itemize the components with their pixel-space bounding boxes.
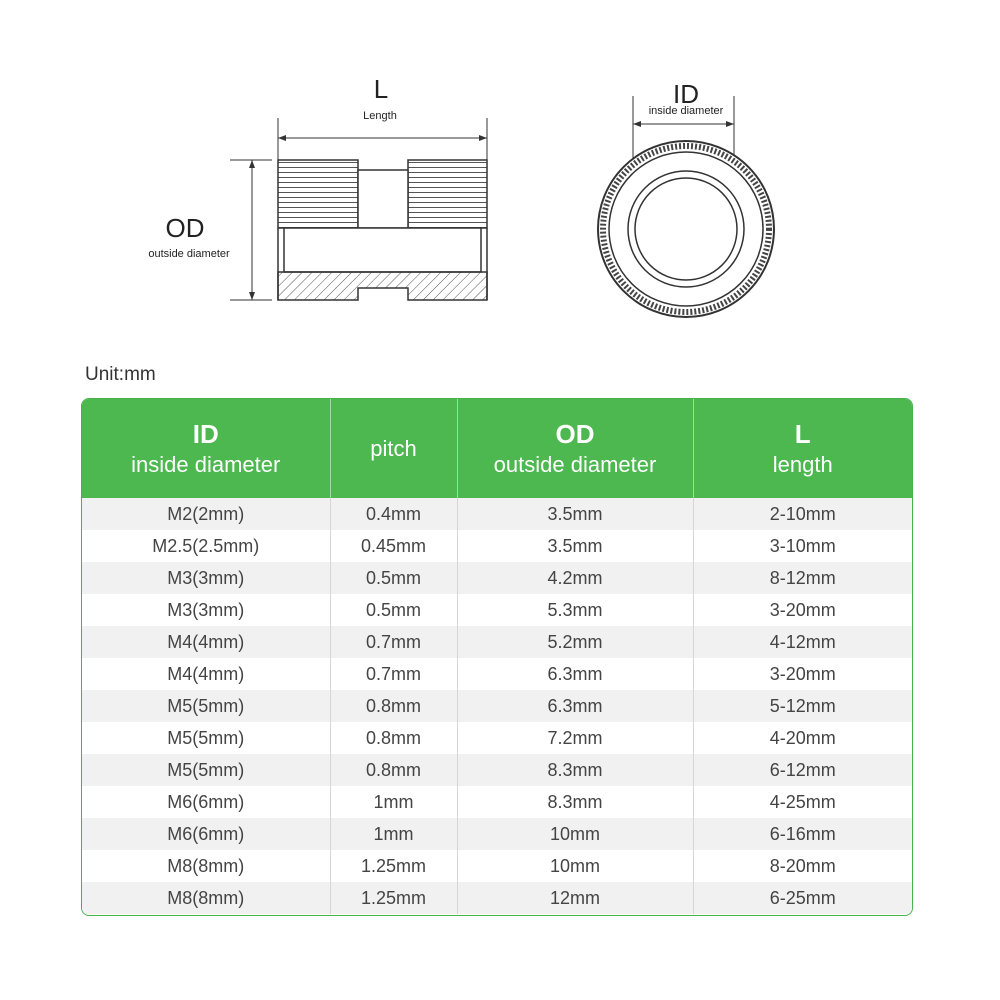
length-label: Length [363, 110, 397, 122]
cell-length: 8-20mm [693, 850, 912, 882]
cell-length: 5-12mm [693, 690, 912, 722]
table-row [82, 818, 912, 850]
cell-pitch: 1.25mm [330, 850, 457, 882]
cell-od: 3.5mm [457, 498, 693, 530]
cell-length: 2-10mm [693, 498, 912, 530]
header-length-symbol: L [794, 418, 811, 449]
cell-od: 5.3mm [457, 594, 693, 626]
header-id [82, 399, 330, 498]
cell-od: 5.2mm [457, 626, 693, 658]
insert-diagram [0, 0, 1000, 350]
cell-od: 6.3mm [457, 658, 693, 690]
size-table [81, 398, 913, 916]
threaded-insert-drawing [0, 0, 1000, 350]
header-od-symbol: OD [555, 418, 595, 449]
cell-pitch: 0.8mm [330, 754, 457, 786]
id-symbol: ID [673, 79, 699, 109]
header-length [693, 399, 912, 498]
cell-pitch: 0.45mm [330, 530, 457, 562]
cell-pitch: 1.25mm [330, 882, 457, 914]
cell-id: M3(3mm) [167, 567, 245, 588]
cell-length: 4-12mm [693, 626, 912, 658]
cell-od: 8.3mm [457, 786, 693, 818]
cell-length: 3-20mm [693, 594, 912, 626]
cell-length: 3-10mm [693, 530, 912, 562]
cell-pitch: 1mm [330, 818, 457, 850]
cell-length: 4-25mm [693, 786, 912, 818]
cell-length: 3-20mm [693, 658, 912, 690]
table-row [82, 882, 912, 914]
table-row [82, 786, 912, 818]
table-row [82, 594, 912, 626]
cell-id: M2(2mm) [167, 503, 245, 524]
header-od-label: outside diameter [493, 451, 657, 477]
od-label: outside diameter [148, 248, 230, 260]
cell-od: 7.2mm [457, 722, 693, 754]
cell-length: 8-12mm [693, 562, 912, 594]
cell-pitch: 0.5mm [330, 562, 457, 594]
cell-od: 4.2mm [457, 562, 693, 594]
unit-label: Unit:mm [85, 364, 156, 385]
table-row [82, 722, 912, 754]
cell-length: 6-25mm [693, 882, 912, 914]
cell-id: M5(5mm) [167, 727, 245, 748]
cell-od: 12mm [457, 882, 693, 914]
table-row [82, 850, 912, 882]
table-row [82, 658, 912, 690]
cell-id: M3(3mm) [167, 599, 245, 620]
cell-pitch: 0.7mm [330, 626, 457, 658]
cell-od: 10mm [457, 818, 693, 850]
header-id-symbol: ID [192, 418, 219, 449]
header-id-label: inside diameter [131, 451, 281, 477]
cell-pitch: 1mm [330, 786, 457, 818]
cell-id: M6(6mm) [167, 791, 245, 812]
cell-pitch: 0.8mm [330, 722, 457, 754]
header-length-label: length [772, 451, 833, 477]
od-symbol: OD [165, 213, 205, 243]
cell-pitch: 0.8mm [330, 690, 457, 722]
cell-pitch: 0.4mm [330, 498, 457, 530]
length-symbol: L [373, 74, 389, 104]
cell-id: M6(6mm) [167, 823, 245, 844]
cell-id: M4(4mm) [167, 663, 245, 684]
cell-od: 8.3mm [457, 754, 693, 786]
table-row [82, 754, 912, 786]
table-row [82, 498, 912, 530]
cell-pitch: 0.7mm [330, 658, 457, 690]
cell-od: 3.5mm [457, 530, 693, 562]
table-row [82, 690, 912, 722]
cell-od: 6.3mm [457, 690, 693, 722]
table-header-row [82, 399, 912, 498]
id-label: inside diameter [648, 105, 724, 117]
cell-od: 10mm [457, 850, 693, 882]
table-row [82, 562, 912, 594]
cell-id: M8(8mm) [167, 855, 245, 876]
header-od [457, 399, 693, 498]
cell-id: M4(4mm) [167, 631, 245, 652]
cell-length: 6-12mm [693, 754, 912, 786]
header-pitch-label: pitch [370, 435, 417, 461]
table-row [82, 530, 912, 562]
cell-length: 4-20mm [693, 722, 912, 754]
header-pitch [330, 399, 457, 498]
table-row [82, 626, 912, 658]
cell-length: 6-16mm [693, 818, 912, 850]
cell-id: M5(5mm) [167, 759, 245, 780]
cell-id: M2.5(2.5mm) [152, 535, 260, 556]
cell-pitch: 0.5mm [330, 594, 457, 626]
cell-id: M8(8mm) [167, 887, 245, 908]
cell-id: M5(5mm) [167, 695, 245, 716]
